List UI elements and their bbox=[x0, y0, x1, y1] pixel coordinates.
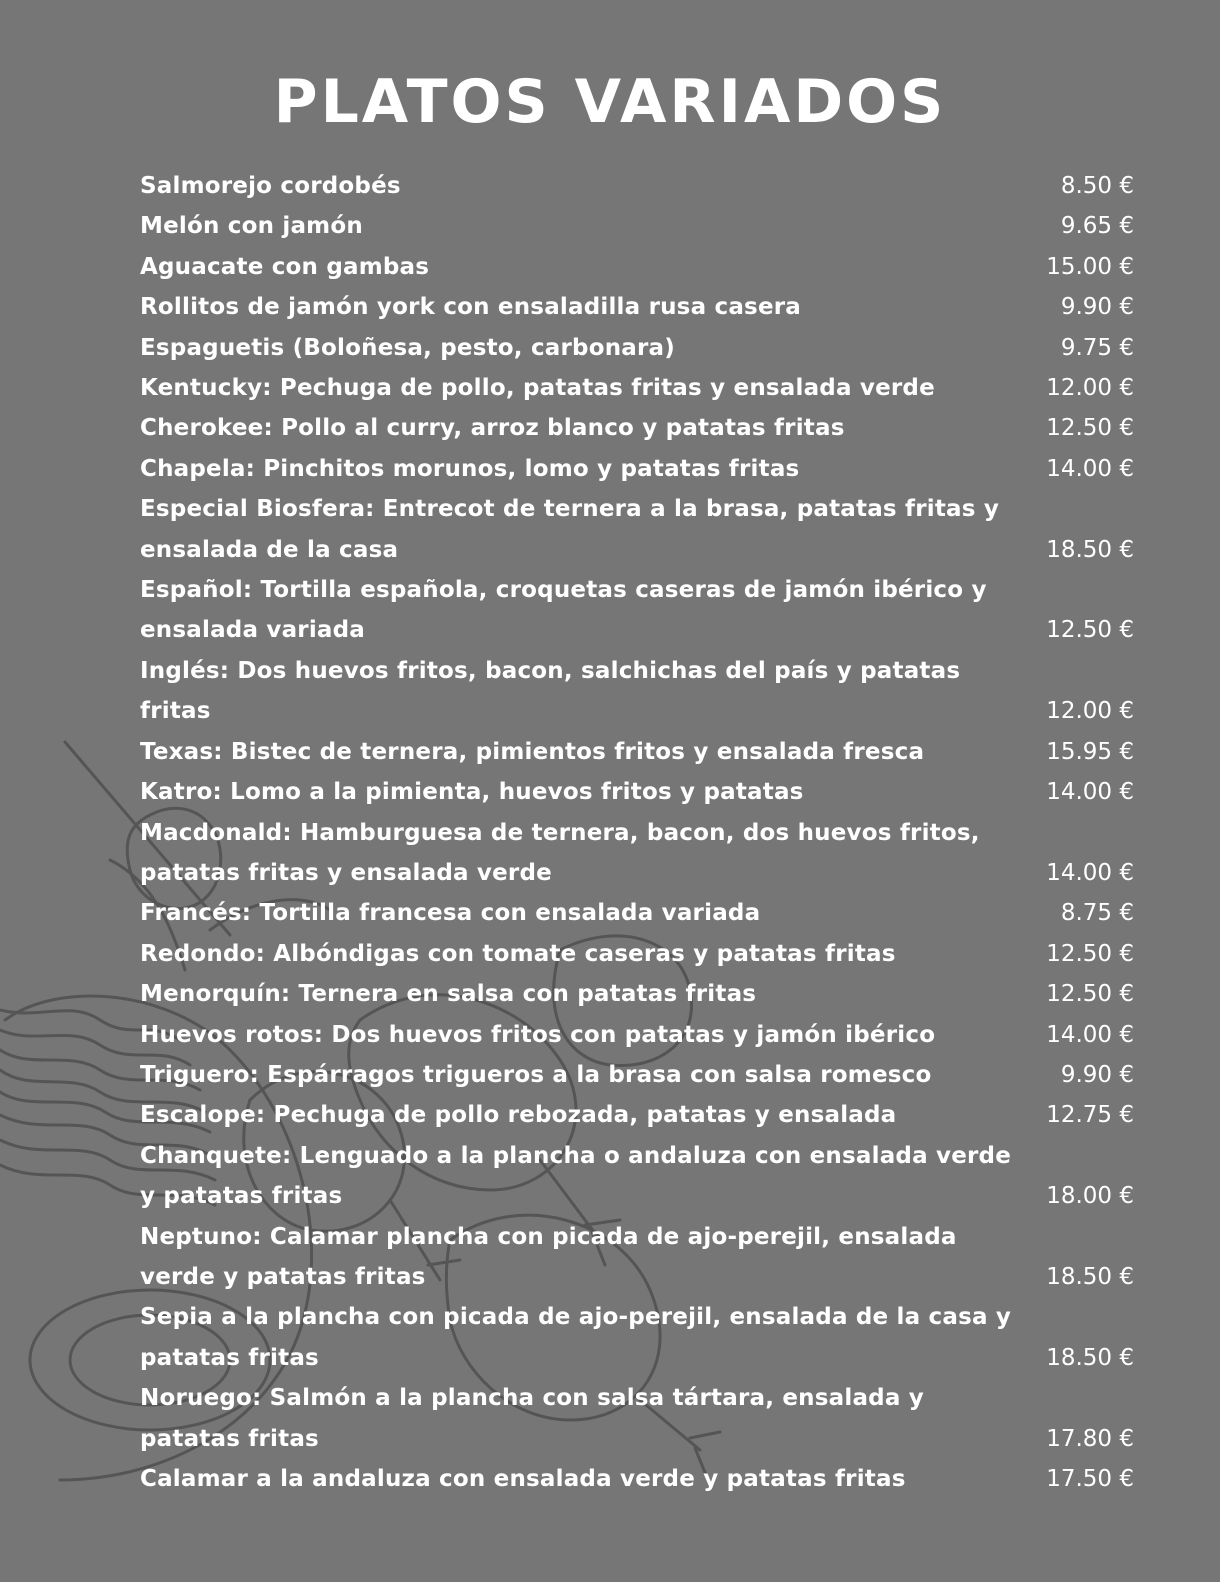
menu-item bbox=[140, 893, 1134, 933]
menu-item-price: 12.00 € bbox=[1046, 698, 1134, 725]
menu-item-name: Menorquín: Ternera en salsa con patatas fritas bbox=[140, 981, 757, 1008]
menu-item-name: Francés: Tortilla francesa con ensalada variada bbox=[140, 900, 761, 927]
menu-item-name: Melón con jamón bbox=[140, 213, 363, 240]
menu-item-price: 8.50 € bbox=[1060, 173, 1134, 199]
menu-list bbox=[140, 166, 1134, 1499]
menu-item-name: Rollitos de jamón york con ensaladilla rusa casera bbox=[140, 294, 802, 321]
menu-item-name: Español: Tortilla española, croquetas caseras de jamón ibérico y ensalada variada bbox=[140, 577, 987, 644]
menu-item bbox=[140, 287, 1134, 327]
menu-item-name: Espaguetis (Boloñesa, pesto, carbonara) bbox=[140, 334, 675, 361]
menu-item-price: 9.90 € bbox=[1060, 294, 1134, 321]
menu-item-name: Calamar a la andaluza con ensalada verde y patatas fritas bbox=[140, 1466, 906, 1492]
menu-item-price: 14.00 € bbox=[1046, 1021, 1134, 1048]
menu-item-name: Neptuno: Calamar plancha con picada de ajo-perejil, ensalada verde y patatas fritas bbox=[140, 1223, 957, 1290]
menu-item bbox=[140, 1297, 1134, 1378]
menu-item-name: Inglés: Dos huevos fritos, bacon, salchichas del país y patatas fritas bbox=[140, 657, 961, 725]
menu-item-name: Texas: Bistec de ternera, pimientos fritos y ensalada fresca bbox=[140, 738, 925, 765]
menu-item-name: Macdonald: Hamburguesa de ternera, bacon, dos huevos fritos, patatas fritas y ensalada verde bbox=[140, 819, 980, 886]
menu-item bbox=[140, 368, 1134, 408]
menu-item-name: Redondo: Albóndigas con tomate caseras y patatas fritas bbox=[140, 940, 896, 967]
menu-item-name: Sepia a la plancha con picada de ajo-perejil, ensalada de la casa y patatas fritas bbox=[140, 1304, 1012, 1371]
menu-item-price: 15.95 € bbox=[1046, 738, 1134, 765]
menu-item-name: Kentucky: Pechuga de pollo, patatas fritas y ensalada verde bbox=[140, 375, 935, 402]
menu-title: PLATOS VARIADOS bbox=[273, 67, 947, 137]
menu-item bbox=[140, 974, 1134, 1014]
menu-item-name: Noruego: Salmón a la plancha con salsa tártara, ensalada y patatas fritas bbox=[140, 1385, 924, 1452]
menu-item bbox=[140, 1015, 1134, 1055]
menu-item-price: 12.50 € bbox=[1046, 940, 1134, 967]
menu-item-price: 15.00 € bbox=[1046, 253, 1134, 280]
menu-item-name: Katro: Lomo a la pimienta, huevos fritos y patatas bbox=[140, 779, 804, 806]
menu-item-price: 9.75 € bbox=[1060, 334, 1134, 361]
menu-item-price: 17.80 € bbox=[1046, 1425, 1134, 1452]
menu-item-price: 14.00 € bbox=[1046, 779, 1134, 806]
menu-item-price: 9.65 € bbox=[1060, 213, 1134, 240]
menu-item bbox=[140, 570, 1134, 651]
menu-item-price: 17.50 € bbox=[1046, 1466, 1134, 1492]
menu-item-name: Cherokee: Pollo al curry, arroz blanco y patatas fritas bbox=[140, 415, 845, 442]
menu-item-name: Escalope: Pechuga de pollo rebozada, patatas y ensalada bbox=[140, 1102, 897, 1129]
menu-item bbox=[140, 934, 1134, 974]
menu-item bbox=[140, 408, 1134, 448]
menu-item-name: Chapela: Pinchitos morunos, lomo y patatas fritas bbox=[140, 455, 800, 482]
menu-item bbox=[140, 1136, 1134, 1217]
menu-item-name: Huevos rotos: Dos huevos fritos con patatas y jamón ibérico bbox=[140, 1021, 936, 1048]
menu-item-price: 14.00 € bbox=[1046, 859, 1134, 886]
menu-item-name: Triguero: Espárragos trigueros a la brasa con salsa romesco bbox=[140, 1061, 932, 1088]
menu-item-name: Chanquete: Lenguado a la plancha o andaluza con ensalada verde y patatas fritas bbox=[140, 1142, 1012, 1210]
menu-item bbox=[140, 166, 1134, 206]
menu-item-name: Salmorejo cordobés bbox=[140, 173, 401, 199]
menu-item bbox=[140, 328, 1134, 368]
menu-item-price: 14.00 € bbox=[1046, 455, 1134, 482]
menu-item bbox=[140, 489, 1134, 570]
menu-item-price: 18.50 € bbox=[1046, 1344, 1134, 1371]
menu-item bbox=[140, 206, 1134, 246]
menu-item-price: 8.75 € bbox=[1060, 900, 1134, 927]
menu-item-price: 18.00 € bbox=[1046, 1183, 1134, 1210]
menu-item-price: 12.00 € bbox=[1046, 375, 1134, 402]
menu-item bbox=[140, 732, 1134, 772]
menu-item-name: Aguacate con gambas bbox=[140, 253, 430, 280]
menu-item-price: 9.90 € bbox=[1060, 1061, 1134, 1088]
menu-item bbox=[140, 1055, 1134, 1095]
menu-item-price: 18.50 € bbox=[1046, 1263, 1134, 1290]
menu-item bbox=[140, 1378, 1134, 1459]
menu-item-price: 12.50 € bbox=[1046, 981, 1134, 1008]
menu-item bbox=[140, 1095, 1134, 1135]
menu-item bbox=[140, 1459, 1134, 1499]
menu-item-name: Especial Biosfera: Entrecot de ternera a la brasa, patatas fritas y ensalada de la casa bbox=[140, 496, 1000, 563]
menu-item bbox=[140, 247, 1134, 287]
menu-item-price: 12.50 € bbox=[1046, 415, 1134, 442]
menu-item bbox=[140, 449, 1134, 489]
menu-item-price: 12.50 € bbox=[1046, 617, 1134, 644]
menu-item bbox=[140, 772, 1134, 812]
menu-item bbox=[140, 1217, 1134, 1298]
menu-item-price: 12.75 € bbox=[1046, 1102, 1134, 1129]
menu-item bbox=[140, 813, 1134, 894]
menu-item bbox=[140, 651, 1134, 732]
menu-item-price: 18.50 € bbox=[1046, 536, 1134, 563]
